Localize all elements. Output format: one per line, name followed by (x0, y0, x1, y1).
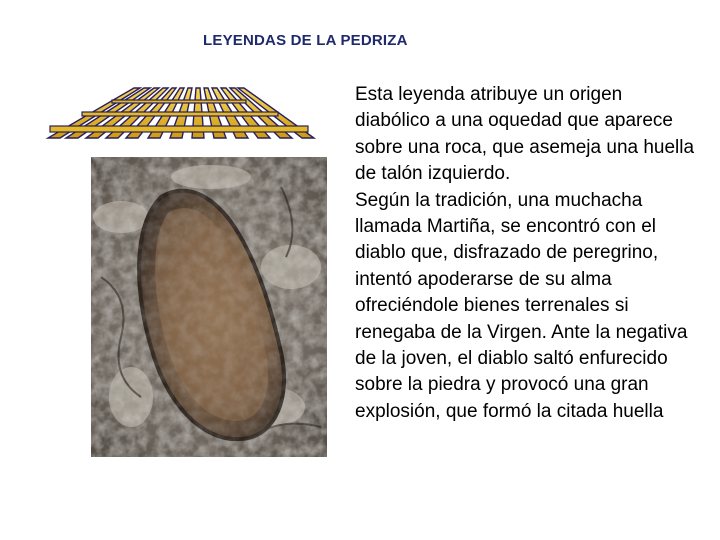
legend-text (355, 82, 695, 425)
slide-title: LEYENDAS DE LA PEDRIZA (203, 32, 408, 49)
legend-paragraph-2: Según la tradición, una muchacha llamada Martiña, se encontró con el diablo que, disfrazado de peregrino, intentó apoderarse de su alma ofreciéndole bienes terrenales si renegaba de la Virgen. Ante la negativa de la joven, el diablo saltó enfurecido sobre la piedra y provocó una gran explosión, que formó la citada huella (355, 189, 688, 422)
wordart-banner (42, 82, 316, 144)
legend-paragraph-1: Esta leyenda atribuye un origen diabólico a una oquedad que aparece sobre una roca, que asemeja una huella de talón izquierdo. (355, 84, 695, 185)
rock-footprint-photo (91, 157, 327, 457)
